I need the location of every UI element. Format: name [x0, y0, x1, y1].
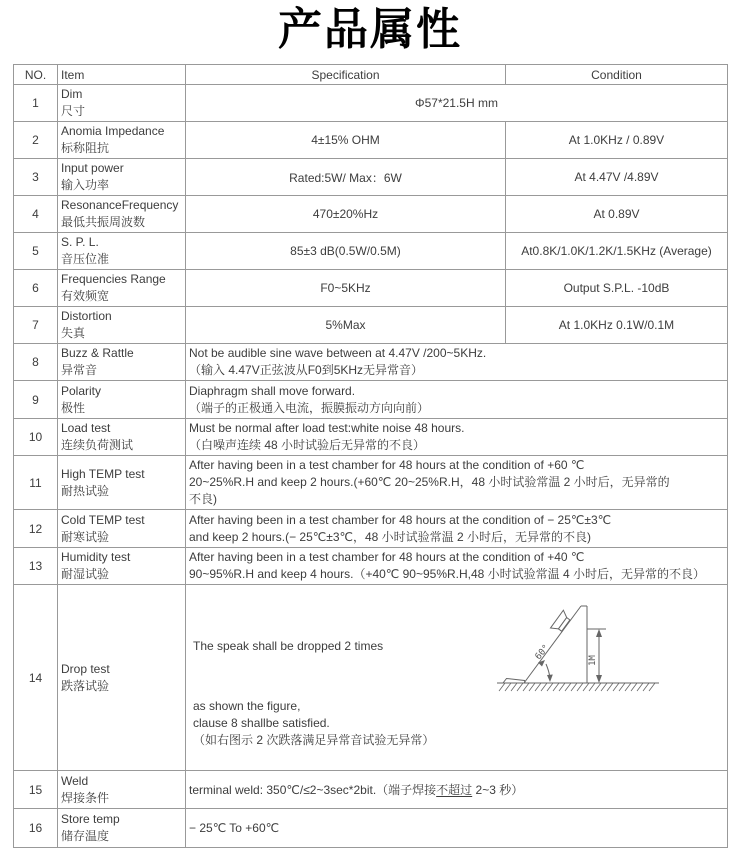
drop-test-text: as shown the figure, — [193, 699, 301, 713]
item-name-en: Distortion — [61, 309, 112, 323]
condition-value: At 0.89V — [506, 196, 728, 233]
item-name-en: Input power — [61, 161, 124, 175]
spec-line: and keep 2 hours.(− 25℃±3℃，48 小时试验常温 2 小时后，无异常的不良) — [189, 529, 591, 544]
table-row — [14, 307, 728, 344]
spec-line: After having been in a test chamber for 48 hours at the condition of +60 ℃ — [189, 458, 585, 472]
spec-value: F0~5KHz — [186, 270, 506, 307]
drop-test-cell — [186, 585, 728, 771]
spec-value: Φ57*21.5H mm — [186, 85, 728, 122]
drop-test-text: clause 8 shallbe satisfied. — [193, 716, 330, 730]
condition-value: At 1.0KHz 0.1W/0.1M — [506, 307, 728, 344]
row-number: 13 — [14, 548, 58, 585]
item-name-en: Anomia Impedance — [61, 124, 165, 138]
header-condition: Condition — [506, 65, 728, 85]
row-number: 9 — [14, 381, 58, 419]
item-name-zh: 标称阻抗 — [61, 141, 110, 155]
table-row — [14, 159, 728, 196]
item-name-en: High TEMP test — [61, 466, 145, 481]
table-row — [14, 510, 728, 548]
item-name-zh: 焊接条件 — [61, 790, 110, 805]
row-number: 10 — [14, 419, 58, 456]
item-cell — [58, 270, 186, 307]
row-number: 3 — [14, 159, 58, 196]
table-row — [14, 344, 728, 381]
row-number: 14 — [14, 585, 58, 771]
table-row — [14, 419, 728, 456]
item-cell — [58, 809, 186, 848]
spec-value: 4±15% OHM — [186, 122, 506, 159]
item-cell — [58, 196, 186, 233]
drop-test-figure — [489, 598, 664, 703]
item-name-en: Cold TEMP test — [61, 512, 145, 527]
header-no: NO. — [14, 65, 58, 85]
row-number: 8 — [14, 344, 58, 381]
item-name-en: Humidity test — [61, 550, 131, 564]
item-name-zh: 异常音 — [61, 363, 98, 377]
page-title: 产品属性 — [278, 5, 462, 54]
condition-value: Output S.P.L. -10dB — [506, 270, 728, 307]
item-name-zh: 极性 — [61, 400, 86, 415]
row-number: 15 — [14, 771, 58, 809]
spec-merged: − 25℃ To +60℃ — [186, 809, 728, 848]
item-name-zh: 连续负荷测试 — [61, 438, 134, 452]
spec-line: After having been in a test chamber for 48 hours at the condition of +40 ℃ — [189, 550, 585, 564]
spec-line: Must be normal after load test:white noise 48 hours. — [189, 421, 465, 435]
table-row — [14, 196, 728, 233]
condition-value: At 1.0KHz / 0.89V — [506, 122, 728, 159]
header-specification: Specification — [186, 65, 506, 85]
condition-value: At0.8K/1.0K/1.2K/1.5KHz (Average) — [506, 233, 728, 270]
spec-merged — [186, 548, 728, 585]
table-row — [14, 270, 728, 307]
table-row — [14, 85, 728, 122]
item-name-en: Buzz & Rattle — [61, 346, 134, 360]
spec-line: 90~95%R.H and keep 4 hours.（+40℃ 90~95%R.H,48 小时试验常温 4 小时后，无异常的不良） — [189, 567, 706, 581]
table-row — [14, 233, 728, 270]
spec-line: Not be audible sine wave between at 4.47V /200~5KHz. — [189, 346, 487, 360]
row-number: 12 — [14, 510, 58, 548]
item-cell — [58, 122, 186, 159]
row-number: 5 — [14, 233, 58, 270]
item-name-en: Dim — [61, 87, 83, 101]
row-number: 1 — [14, 85, 58, 122]
item-name-zh: 储存温度 — [61, 829, 110, 843]
table-row — [14, 809, 728, 848]
spec-value: 470±20%Hz — [186, 196, 506, 233]
spec-line: （输入 4.47V正弦波从F0到5KHz无异常音） — [189, 363, 424, 377]
header-item: Item — [58, 65, 186, 85]
spec-line: 20~25%R.H and keep 2 hours.(+60℃ 20~25%R.H，48 小时试验常温 2 小时后，无异常的 — [189, 475, 670, 489]
table-row — [14, 381, 728, 419]
item-cell — [58, 233, 186, 270]
item-name-en: Store temp — [61, 812, 120, 826]
row-number: 2 — [14, 122, 58, 159]
item-name-en: ResonanceFrequency — [61, 198, 179, 212]
item-name-zh: 尺寸 — [61, 104, 86, 118]
spec-value: 5%Max — [186, 307, 506, 344]
item-cell — [58, 159, 186, 196]
item-cell — [58, 585, 186, 771]
spec-text: terminal weld: 350℃/≤2~3sec*2bit.（端子焊接 — [189, 783, 437, 797]
item-cell — [58, 307, 186, 344]
item-name-zh: 跌落试验 — [61, 678, 110, 693]
spec-value: 85±3 dB(0.5W/0.5M) — [186, 233, 506, 270]
item-name-en: Polarity — [61, 383, 102, 398]
product-spec-table — [13, 64, 728, 848]
drop-test-text: （如右图示 2 次跌落满足异常音试验无异常） — [193, 733, 435, 747]
row-number: 11 — [14, 456, 58, 510]
spec-merged — [186, 344, 728, 381]
spec-text: 2~3 秒） — [472, 783, 524, 797]
figure-height-label: 1M — [588, 655, 598, 666]
item-cell — [58, 85, 186, 122]
item-name-en: S. P. L. — [61, 235, 99, 249]
item-cell — [58, 456, 186, 510]
item-name-zh: 最低共振周波数 — [61, 215, 146, 229]
table-row — [14, 771, 728, 809]
table-row — [14, 122, 728, 159]
item-cell — [58, 419, 186, 456]
spec-text-underlined: 不超过 — [436, 783, 473, 797]
spec-line: （端子的正极通入电流，振膜振动方向向前） — [189, 400, 430, 415]
item-name-en: Weld — [61, 773, 89, 788]
table-row — [14, 585, 728, 771]
spec-line: （白噪声连续 48 小时试验后无异常的不良） — [189, 438, 426, 452]
item-cell — [58, 344, 186, 381]
item-name-en: Load test — [61, 421, 111, 435]
spec-line: After having been in a test chamber for 48 hours at the condition of − 25℃±3℃ — [189, 512, 612, 527]
spec-merged — [186, 771, 728, 809]
row-number: 6 — [14, 270, 58, 307]
spec-merged — [186, 510, 728, 548]
row-number: 4 — [14, 196, 58, 233]
spec-merged — [186, 381, 728, 419]
item-cell — [58, 548, 186, 585]
item-name-zh: 有效频宽 — [61, 289, 110, 303]
spec-merged — [186, 419, 728, 456]
row-number: 16 — [14, 809, 58, 848]
item-name-zh: 音压位准 — [61, 252, 110, 266]
item-cell — [58, 771, 186, 809]
table-row — [14, 456, 728, 510]
table-row — [14, 548, 728, 585]
spec-merged — [186, 456, 728, 510]
item-name-en: Drop test — [61, 661, 110, 676]
figure-angle-label: 60° — [533, 643, 552, 662]
item-name-zh: 输入功率 — [61, 178, 110, 192]
spec-value: Rated:5W/ Max：6W — [186, 159, 506, 196]
row-number: 7 — [14, 307, 58, 344]
spec-line: 不良) — [189, 492, 217, 506]
item-name-en: Frequencies Range — [61, 272, 166, 286]
condition-value: At 4.47V /4.89V — [506, 159, 728, 196]
item-name-zh: 耐热试验 — [61, 483, 110, 498]
item-name-zh: 耐寒试验 — [61, 529, 110, 544]
item-cell — [58, 381, 186, 419]
item-cell — [58, 510, 186, 548]
table-header-row — [14, 65, 728, 85]
spec-line: Diaphragm shall move forward. — [189, 383, 356, 398]
drop-test-text: The speak shall be dropped 2 times — [193, 639, 384, 653]
item-name-zh: 失真 — [61, 326, 86, 340]
item-name-zh: 耐湿试验 — [61, 567, 110, 581]
